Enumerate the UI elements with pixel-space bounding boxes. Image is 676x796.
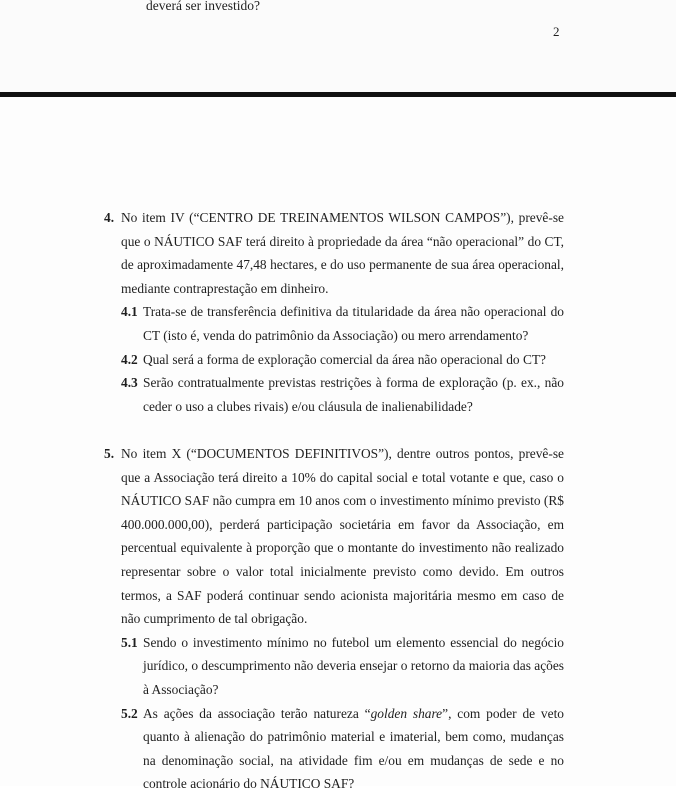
item-number: 4.: [104, 210, 115, 225]
sub-text-end: ”, com poder de veto quanto à alienação do patrimônio material e imaterial, bem como, mudanças na denominação social, na atividade fim e/ou em mudanças de sede e no controle acionário do NÁUTICO SAF?: [143, 705, 564, 792]
sub-number: 4.1: [121, 304, 138, 320]
question-item-5: [104, 442, 564, 796]
item-text: No item X (“DOCUMENTOS DEFINITIVOS”), dentre outros pontos, prevê-se que a Associação terá direito a 10% do capital social e total votante e que, caso o NÁUTICO SAF não cumpra em 10 anos com o investimento mínimo previsto (R$ 400.000.000,00), perderá participação societária em favor da Associação, em percentual equivalente à proporção que o montante do investimento não realizado representar sobre o valor total inicialmente previsto como devido. Em outros termos, a SAF poderá continuar sendo acionista majoritária mesmo em caso de não cumprimento de tal obrigação.: [121, 446, 564, 627]
golden-share-term: golden share: [370, 705, 443, 721]
sub-number: 4.2: [121, 351, 138, 367]
sub-number: 5.1: [121, 634, 138, 650]
sub-number: 4.3: [121, 375, 138, 391]
previous-page-last-line: deverá ser investido?: [146, 0, 260, 13]
item-number: 5.: [104, 446, 115, 461]
sub-question-4-1: [121, 300, 564, 347]
sub-text: [143, 702, 564, 796]
sub-question-4-3: [121, 371, 564, 418]
sub-question-4-2: [121, 348, 564, 372]
sub-question-5-2: [121, 702, 564, 796]
question-item-4: [104, 206, 564, 418]
sub-text: Trata-se de transferência definitiva da titularidade da área não operacional do CT (isto é, venda do patrimônio da Associação) ou mero arrendamento?: [143, 304, 564, 343]
item-text: No item IV (“CENTRO DE TREINAMENTOS WILSON CAMPOS”), prevê-se que o NÁUTICO SAF terá direito à propriedade da área “não operacional” do CT, de aproximadamente 47,48 hectares, e do uso permanente de sua área operacional, mediante contraprestação em dinheiro.: [121, 210, 564, 296]
sub-text-start: As ações da associação terão natureza “: [143, 705, 371, 721]
sub-question-5-1: [121, 631, 564, 702]
page-number: 2: [553, 24, 560, 39]
sub-number: 5.2: [121, 705, 138, 721]
sub-text: Serão contratualmente previstas restrições à forma de exploração (p. ex., não ceder o uso a clubes rivais) e/ou cláusula de inalienabilidade?: [143, 375, 564, 414]
previous-page-fragment: [0, 0, 676, 92]
sub-text: Sendo o investimento mínimo no futebol um elemento essencial do negócio jurídico, o descumprimento não deveria ensejar o retorno da maioria das ações à Associação?: [143, 634, 564, 697]
sub-text: Qual será a forma de exploração comercial da área não operacional do CT?: [143, 351, 546, 367]
